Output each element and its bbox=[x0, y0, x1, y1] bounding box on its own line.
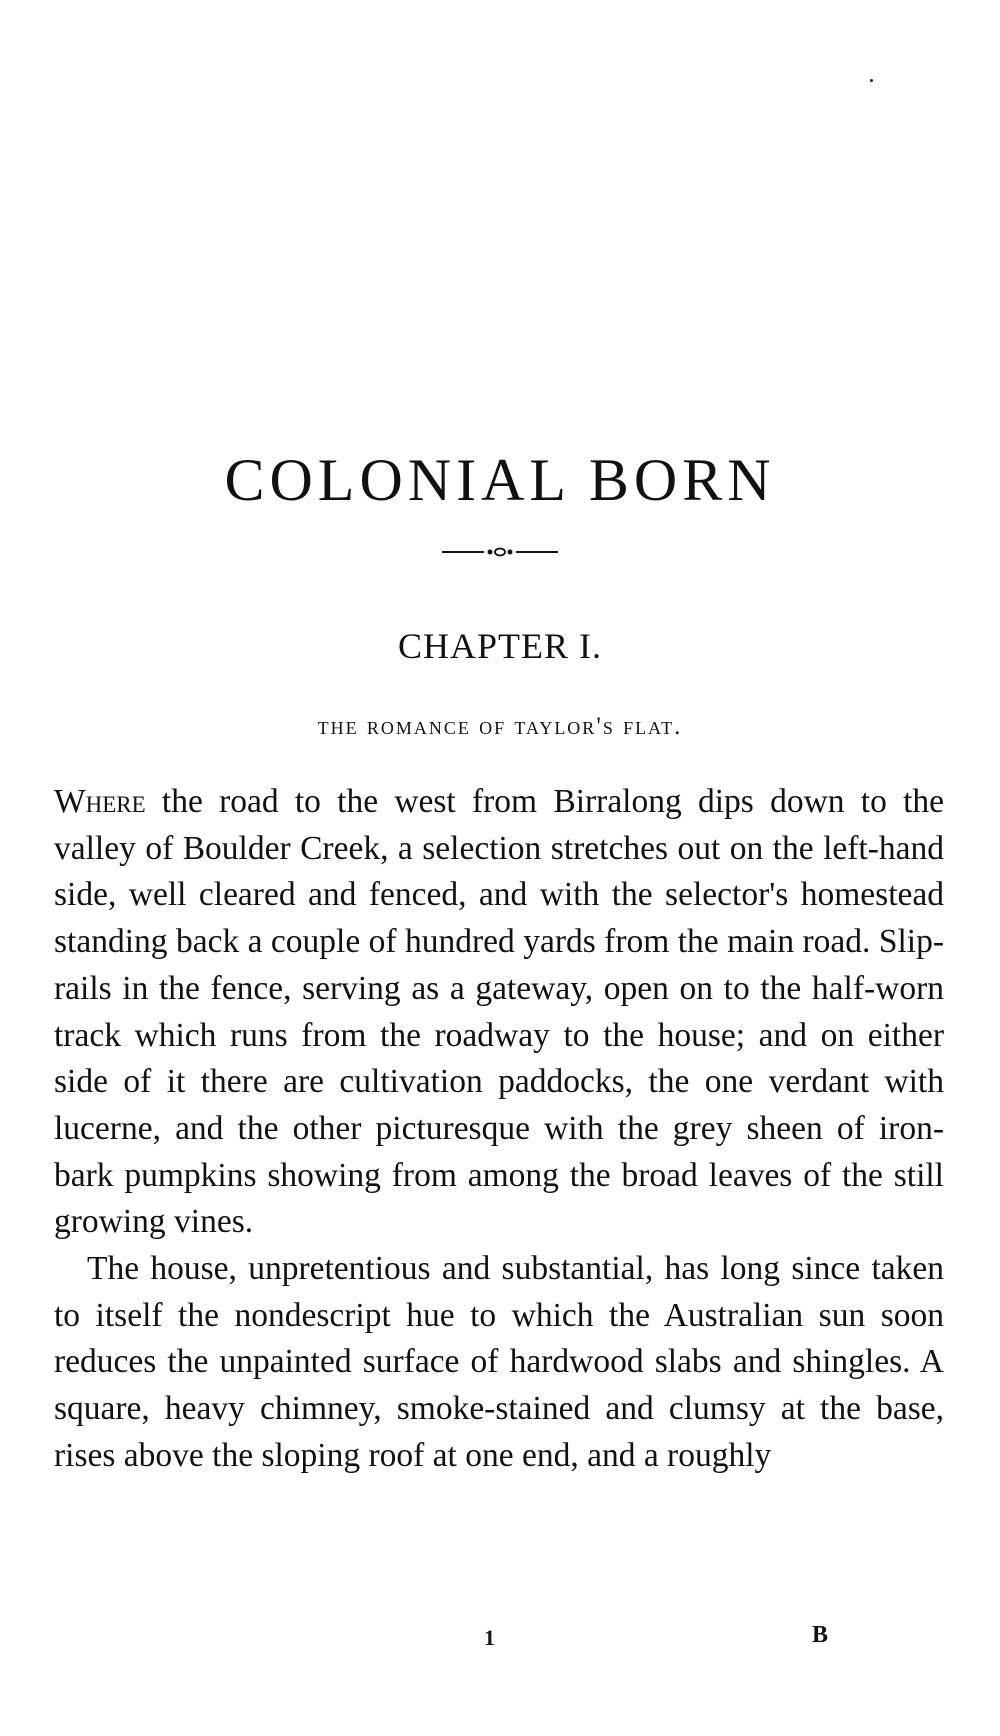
page-number: 1 bbox=[484, 1625, 495, 1650]
chapter-heading: CHAPTER I. bbox=[397, 626, 602, 666]
paragraph-1 bbox=[54, 779, 944, 1246]
chapter-subtitle: the romance of taylor's flat. bbox=[317, 713, 683, 740]
paragraph-1-text: the road to the west from Birralong dips down to the valley of Boulder Creek, a selection stretches out on the left-hand side, well cleared and fenced, and with the selector's homestead standing back a couple of hundred yards from the main road. Slip-rails in the fence, serving as a gateway, open on to the half-worn track which runs from the roadway to the house; and on either side of it there are cultivation paddocks, the one verdant with lucerne, and the other picturesque with the grey sheen of iron-bark pumpkins showing from among the broad leaves of the still growing vines. bbox=[54, 783, 944, 1241]
signature-mark: B bbox=[812, 1622, 829, 1648]
print-speck bbox=[870, 79, 873, 82]
paragraph-opening-word: Where bbox=[54, 783, 146, 820]
body-text bbox=[54, 779, 944, 1480]
book-title: COLONIAL BORN bbox=[224, 447, 776, 514]
ornament-divider-icon bbox=[440, 546, 560, 558]
paragraph-2: The house, unpretentious and substantial, has long since taken to itself the nondescript hue to which the Australian sun soon reduces the unpainted surface of hardwood slabs and shingles. A square, heavy chimney, smoke-stained and clumsy at the base, rises above the sloping roof at one end, and a roughly bbox=[54, 1250, 944, 1474]
